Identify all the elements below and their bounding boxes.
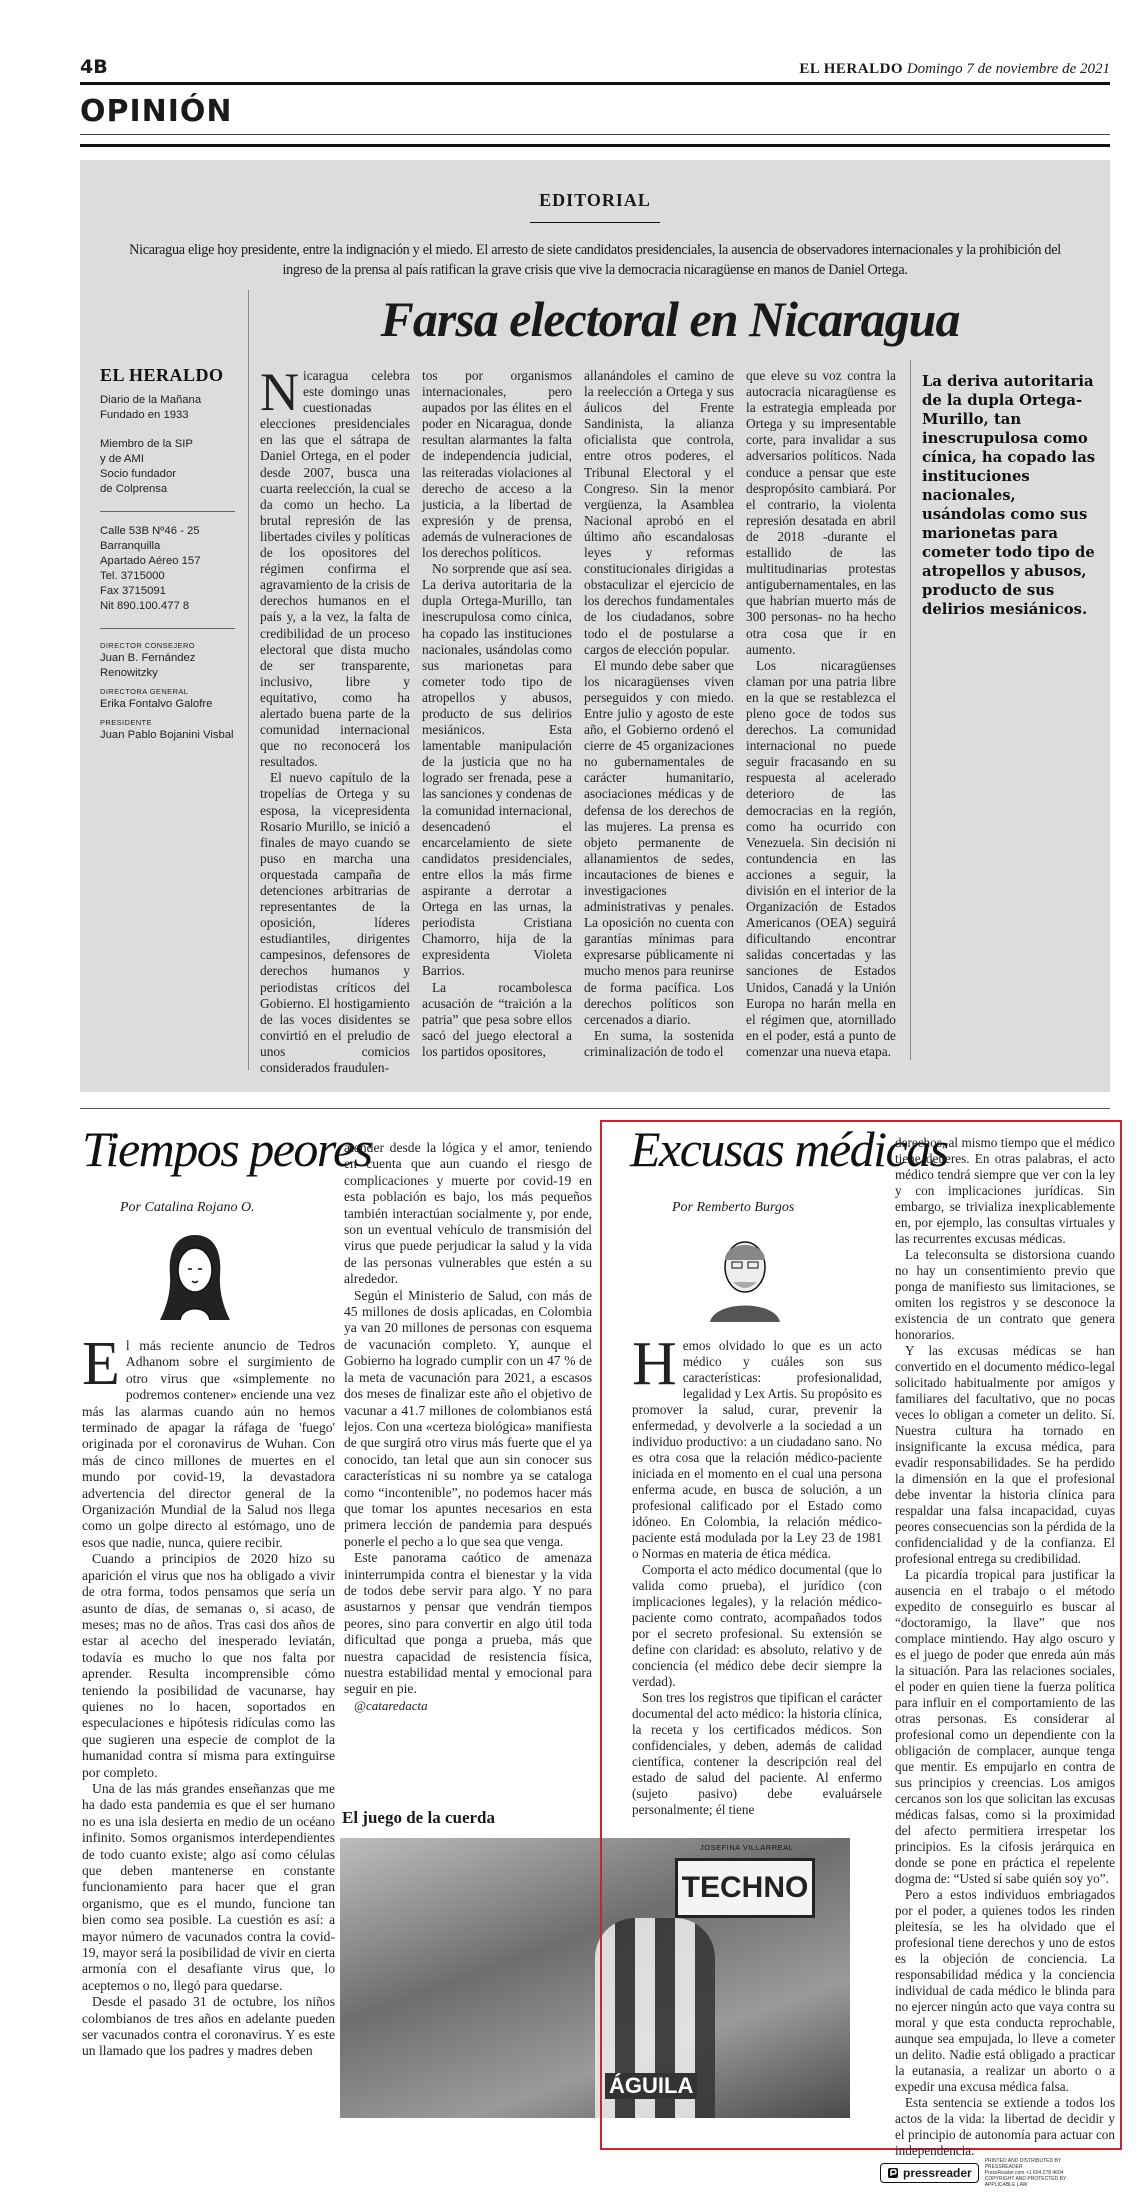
pullquote-divider bbox=[910, 360, 911, 1060]
paragraph: que eleve su voz contra la autocracia nicaragüense es la estrategia empleada por Ortega y su impresentable corte, para invalidar a sus adversarios políticos. Nada conduce a pensar que este despropósito cambiará. Por el contrario, la violenta represión desatada en abril de 2018 -durante el estallido de las multitudinarias protestas antigubernamentales, en las que habrían muerto más de 300 personas- no ha hecho otra cosa que ir en aumento. bbox=[746, 368, 896, 657]
paragraph: Son tres los registros que tipifican el carácter documental del acto médico: la historia clínica, la receta y los certificados médicos. Son confidenciales, y deben, además de calidad científica, contener la descripción real del estado de salud del paciente. Al enfermo (sujeto pasivo) debe evaluársele personalmente; él tiene bbox=[632, 1690, 882, 1817]
right-article-title: Excusas médicas bbox=[630, 1121, 948, 1177]
paragraph: Los nicaragüenses claman por una patria libre en la que se restablezca el pleno goce de todos sus derechos. La comunidad internacional no puede seguir fracasando en su respuesta al acelerado deterioro de las democracias en la región, como ha ocurrido con Venezuela. Sin decisión ni contundencia en las acciones a seguir, la división en el interior de la Organización de Estados Americanos (OEA) seguirá dificultando encontrar salidas concertadas y las sanciones de Estados Unidos, Canadá y la Unión Europa no harán mella en el régimen que, atornillado en el poder, está a punto de comenzar una nueva etapa. bbox=[746, 657, 896, 1059]
paragraph: allanándoles el camino de la reelección a Ortega y sus áulicos del Frente Sandinista, la alianza oficialista que controla, entre otros poderes, el Tribunal Electoral y el Congreso. Sin la menor vergüenza, la Asamblea Nacional aprobó en el último año escandalosas leyes y reformas constitucionales dirigidas a obstaculizar el ejercicio de los derechos fundamentales de los ciudadanos, sobre todo el de postularse a cargos de elección popular. bbox=[584, 368, 734, 657]
legal-line: COPYRIGHT AND PROTECTED BY APPLICABLE LAW bbox=[984, 2176, 1067, 2188]
page-number: 4B bbox=[80, 56, 108, 78]
photo-sign: TECHNO bbox=[675, 1858, 815, 1918]
staff-name: Juan B. Fernández Renowitzky bbox=[100, 652, 196, 679]
drop-cap: N bbox=[260, 362, 299, 422]
paragraph: La rocambolesca acusación de “traición a la patria” que pesa sobre ellos sacó del juego electoral a los partidos opositores, bbox=[422, 979, 572, 1059]
paper-date bbox=[799, 61, 1110, 78]
section-title: OPINIÓN bbox=[80, 94, 233, 129]
editorial-label-rule bbox=[530, 222, 660, 223]
paragraph: l más reciente anuncio de Tedros Adhanom sobre el surgimiento de otro virus que «simplemente no podremos contener» enciende una vez más las alarmas cuando aún no hemos terminado de apagar la ráfaga de 'fuego' originada por el coronavirus de Wuhan. Con más de cinco millones de muertes en el mundo por covid-19, la devastadora advertencia del director general de la Organización Mundial de la Salud nos llega como un golpe directo al estómago, uno de esos que nadie, nunca, quiere recibir. bbox=[82, 1338, 335, 1550]
issue-date: Domingo 7 de noviembre de 2021 bbox=[906, 61, 1110, 77]
paragraph: atender desde la lógica y el amor, teniendo en cuenta que aun cuando el riesgo de complicaciones y muerte por covid-19 en esta población es bajo, los más pequeños también interactúan socialmente y, por ende, son un eventual vehículo de transmisión del virus que puede perjudicar la salud y la vida de las personas vulnerables que estén a su alrededor. bbox=[344, 1140, 592, 1287]
paragraph: Pero a estos individuos embriagados por el poder, a quienes todos les rinden pleitesía, se les ha olvidado que el profesional tiene derechos y uno de estos es la objeción de conciencia. La responsabilidad médica y la conciencia individual de cada médico le blinda para no ejercer ningún acto que vaya contra su moral y que esta conducta reprochable, aunque sea empujada, lo lleve a cometer un delito. Nadie está obligado a practicar la eutanasia, a realizar un aborto o a expedir una excusa médica falsa. bbox=[895, 1887, 1115, 2094]
staff-role: DIRECTORA GENERAL bbox=[100, 687, 189, 696]
editorial-column-2 bbox=[422, 368, 572, 1060]
masthead-line: Miembro de la SIP bbox=[100, 438, 193, 450]
masthead-line: y de AMI bbox=[100, 453, 144, 465]
left-article-title: Tiempos peores bbox=[82, 1121, 372, 1177]
staff-role: PRESIDENTE bbox=[100, 718, 152, 727]
editorial-column-4 bbox=[746, 368, 896, 1060]
left-article-byline: Por Catalina Rojano O. bbox=[120, 1200, 255, 1215]
editorial-column-1 bbox=[260, 362, 410, 1076]
address-line: Barranquilla bbox=[100, 540, 161, 552]
paragraph: El mundo debe saber que los nicaragüenses viven perseguidos y con miedo. Entre julio y agosto de este año, el Gobierno ordenó el cierre de 45 organizaciones no gubernamentales de carácter humanitario, asociaciones médicas y de defensa de los derechos de las mujeres. La prensa es objeto permanente de allanamientos de sedes, incautaciones de bienes e investigaciones administrativas y penales. La oposición no cuenta con garantías mínimas para expresarse públicamente ni mucho menos para reunirse de forma pacífica. Los derechos políticos son cercenados a diario. bbox=[584, 657, 734, 1027]
photo-title: El juego de la cuerda bbox=[342, 1808, 495, 1827]
legal-line: PRINTED AND DISTRIBUTED BY PRESSREADER bbox=[984, 2158, 1062, 2170]
masthead-line: Socio fundador bbox=[100, 468, 176, 480]
pressreader-icon bbox=[887, 2167, 899, 2179]
editorial-column-3 bbox=[584, 368, 734, 1060]
right-article-column-2 bbox=[895, 1135, 1115, 2159]
masthead-divider bbox=[248, 290, 249, 1070]
header-rule bbox=[80, 82, 1110, 85]
editorial-columns bbox=[260, 362, 900, 1076]
paragraph: No sorprende que así sea. La deriva autoritaria de la dupla Ortega-Murillo, tan inescrupulosa como cínica, ha copado las instituciones nacionales, usándolas como sus marionetas para cometer todo tipo de atropellos y abusos, producto de sus delirios mesiánicos. Esta lamentable manipulación de la justicia que no ha logrado ser frenada, pese a las sanciones y condenas de la comunidad internacional, desencadenó el encarcelamiento de siete candidatos presidenciales, entre ellos la más firme aspirante a derrotar a Ortega en las urnas, la periodista Cristiana Chamorro, hija de la expresidenta Violeta Barrios. bbox=[422, 561, 572, 979]
paragraph: emos olvidado lo que es un acto médico y cuáles son sus características: profesionalidad, legalidad y Lex Artis. Su propósito es promover la salud, curar, prevenir la enfermedad, y devolverle a la sociedad a un individuo productivo: a un ciudadano sano. No es otra cosa que la relación médico-paciente iniciada en el momento en el cual una persona enferma acude, en busca de solución, a un profesional calificado por el Estado como idóneo. En Colombia, la relación médico-paciente está modulada por la Ley 23 de 1981 o Normas en materia de ética médica. bbox=[632, 1338, 882, 1561]
paper-name: EL HERALDO bbox=[799, 61, 904, 77]
paragraph: Comporta el acto médico documental (que lo valida como prueba), el jurídico (con implicaciones legales), y la relación médico-paciente como contrato, acompañados todos por el secreto profesional. Su extensión se define con claridad: es absoluto, relativo y de conciencia (el médico debe decir siempre la verdad). bbox=[632, 1562, 882, 1689]
editorial-lead: Nicaragua elige hoy presidente, entre la indignación y el miedo. El arresto de siete candidatos presidenciales, la ausencia de observadores internacionales y la prohibición del ingreso de la prensa al país ratifican la grave crisis que vive la democracia nicaragüense en manos de Daniel Ortega. bbox=[129, 242, 1061, 278]
page-header bbox=[80, 50, 1110, 78]
paragraph: Según el Ministerio de Salud, con más de 45 millones de dosis aplicadas, en Colombia ya van 20 millones de personas con esquema de vacunación completo. Y, aunque el Gobierno ha logrado cumplir con un 47 % de la meta de vacunación para 2021, a escasos dos meses de finalizar este año el objetivo de vacunar a 41.7 millones de colombianos está lejos. Con una «certeza biológica» manifiesta de que surgirá otro virus más fuerte que el ya conocido, tan letal que aun sin conocer sus características ni su nombre ya se cataloga como “incontenible”, no podemos hacer más que tomar los apuntes necesarios en esta primera lección de pandemia para después ponerle el pecho a lo que sea que venga. bbox=[344, 1287, 592, 1549]
right-article-column-1 bbox=[632, 1330, 882, 1818]
paragraph: tos por organismos internacionales, pero aupados por las élites en el poder en Nicaragua, donde resultan alarmantes la falta de independencia judicial, las reiteradas violaciones al derecho de acceso a la justicia, a la libertad de expresión y de prensa, además de vulneraciones de los derechos políticos. bbox=[422, 368, 572, 561]
masthead-line: Diario de la Mañana bbox=[100, 394, 202, 406]
paragraph: Este panorama caótico de amenaza ininterrumpida contra el bienestar y la vida de todos debe servir para algo. Y no para asustarnos y pensar que vendrán tiempos peores, sino para convertir en algo útil toda dificultad que ponga a prueba, más que nuestra capacidad de resistencia física, nuestra estabilidad mental y emocional para seguir en pie. bbox=[344, 1550, 592, 1697]
photo-shirt-text: ÁGUILA bbox=[605, 2073, 697, 2099]
masthead-line: Fundado en 1933 bbox=[100, 409, 189, 421]
section-rule-thick bbox=[80, 144, 1110, 147]
paragraph: La teleconsulta se distorsiona cuando no hay un consentimiento previo que ponga de manifiesto sus limitaciones, se omiten los registros y se desconoce la existencia de un contrato que genera honorarios. bbox=[895, 1247, 1115, 1342]
paragraph: Y las excusas médicas se han convertido en el documento médico-legal solicitado habitualmente por amigos y familiares del facultativo, que no pocas veces lo obligan a cometer un delito. Sí. Nuestra cultura ha tornado en insignificante la excusa médica, para evadir responsabilidades. Se ha perdido la dimensión en la que el profesional debe inventar la historia clínica para respaldar una falsa incapacidad, cuyas peores consecuencias son la pérdida de la confidencialidad y de la confianza. El profesional entrega su credibilidad. bbox=[895, 1343, 1115, 1566]
staff-name: Erika Fontalvo Galofre bbox=[100, 698, 213, 710]
author-portrait-icon bbox=[150, 1225, 240, 1330]
photo-credit: JOSEFINA VILLARREAL bbox=[700, 1843, 794, 1852]
pressreader-logo[interactable] bbox=[880, 2163, 979, 2183]
pressreader-brand: pressreader bbox=[903, 2166, 972, 2180]
drop-cap: H bbox=[632, 1330, 677, 1398]
address-line: Tel. 3715000 bbox=[100, 570, 165, 582]
articles-top-rule bbox=[80, 1108, 1110, 1109]
right-article-byline: Por Remberto Burgos bbox=[672, 1200, 795, 1215]
left-article-column-1 bbox=[82, 1330, 335, 2060]
paragraph: derechos, al mismo tiempo que el médico tiene deberes. En otras palabras, el acto médico tendrá siempre que ver con la ley y con implicaciones jurídicas. Sin embargo, se trivializa inexplicablemente en, por ejemplo, las consultas virtuales y las recurrentes excusas médicas. bbox=[895, 1135, 1115, 1246]
author-handle: @cataredacta bbox=[354, 1697, 428, 1713]
author-portrait-icon bbox=[700, 1222, 790, 1327]
editorial-box bbox=[80, 160, 1110, 1092]
address-line: Nit 890.100.477 8 bbox=[100, 600, 190, 612]
staff-role: DIRECTOR CONSEJERO bbox=[100, 641, 195, 650]
masthead-logo: EL HERALDO bbox=[100, 365, 224, 385]
pressreader-footer[interactable] bbox=[880, 2160, 1110, 2186]
masthead bbox=[100, 365, 235, 743]
paragraph: El nuevo capítulo de la tropelías de Ortega y su esposa, la vicepresidenta Rosario Murillo, se inició a finales de mayo cuando se puso en marcha una orquestada campaña de detenciones arbitrarias de representantes de la oposición, líderes estudiantiles, dirigentes campesinos, defensores de derechos humanos y periodistas críticos del Gobierno. El hostigamiento de las voces disidentes se convirtió en el preludio de unos comicios considerados fraudulen- bbox=[260, 770, 410, 1076]
staff-name: Juan Pablo Bojanini Visbal bbox=[100, 729, 234, 741]
address-line: Fax 3715091 bbox=[100, 585, 166, 597]
masthead-line: de Colprensa bbox=[100, 483, 168, 495]
left-article-column-2 bbox=[344, 1140, 592, 1714]
pressreader-legal bbox=[985, 2158, 1095, 2188]
address-line: Calle 53B Nº46 - 25 bbox=[100, 525, 200, 537]
paragraph: En suma, la sostenida criminalización de todo el bbox=[584, 1027, 734, 1059]
address-line: Apartado Aéreo 157 bbox=[100, 555, 201, 567]
pull-quote: La deriva autoritaria de la dupla Ortega-Murillo, tan inescrupulosa como cínica, ha copado las instituciones nacionales, usándolas como sus marionetas para cometer todo tipo de atropellos y abusos, producto de sus delirios mesiánicos. bbox=[922, 373, 1096, 618]
paragraph: La picardía tropical para justificar la ausencia en el trabajo o el método expedito de conseguirlo es buscar al “doctoramigo, la llave” que nos complace mintiendo. Hay algo oscuro y es el juego de poder que enreda aún más la situación. Para las relaciones sociales, el poder en quien tiene la fuerza política para influir en el comportamiento de las otras personas. Es considerar al profesional como un dependiente con la obligación de complacer, aunque tenga que mentir. Es empujarlo en contra de sus principios y creencias. Los amigos cercanos son los que solicitan las excusas médicas falsas, como si la proximidad del afecto permitiera irrespetar los principios. Es la cifosis jerárquica en donde se pone en práctica el repelente dogma de: “Usted sí sabe quién soy yo”. bbox=[895, 1567, 1115, 1886]
paragraph: icaragua celebra este domingo unas cuestionadas elecciones presidenciales en las que el sátrapa de Daniel Ortega, en el poder desde 2007, busca una cuarta reelección, la cual se da como un hecho. La brutal represión de las libertades civiles y políticas de los opositores del régimen confirma el agravamiento de la crisis de derechos humanos en el país y, a la vez, la falta de credibilidad de un proceso electoral que dista mucho de ser transparente, inclusivo, libre y equitativo, como ha alertado buena parte de la comunidad internacional que no reconocerá los resultados. bbox=[260, 368, 410, 770]
paragraph: Desde el pasado 31 de octubre, los niños colombianos de tres años en adelante pueden ser vacunados contra el coronavirus. Y es este un llamado que los padres y madres deben bbox=[82, 1994, 335, 2059]
legal-line: PressReader.com +1 604 278 4604 bbox=[984, 2170, 1064, 2176]
paragraph: Esta sentencia se extiende a todos los actos de la vida: la libertad de decidir y el principio de autonomía para actuar con independencia. bbox=[895, 2095, 1115, 2158]
drop-cap: E bbox=[82, 1330, 120, 1398]
editorial-title: Farsa electoral en Nicaragua bbox=[380, 291, 960, 347]
editorial-label: EDITORIAL bbox=[539, 190, 651, 210]
section-rule-thin bbox=[80, 134, 1110, 135]
paragraph: Una de las más grandes enseñanzas que me ha dado esta pandemia es que el ser humano no es una isla desierta en medio de un océano infinito. Somos organismos interdependientes de todo cuanto existe; algo así como células que deben mantenerse en constante funcionamiento para hacer que el gran organismo, que es el mundo, funcione tan bien como sea posible. La cuestión es así: a mayor número de vacunados contra la covid-19, mayor será la posibilidad de vivir en cierta armonía con el desafiante virus que, lo aceptemos o no, llegó para quedarse. bbox=[82, 1780, 335, 1993]
paragraph: Cuando a principios de 2020 hizo su aparición el virus que nos ha obligado a vivir de otra forma, todos pensamos que sería un asunto de días, de semanas o, si acaso, de meses; mas no de años. Tras casi dos años de estar al acecho del inesperado leviatán, todavía es mucho lo que nos falta por aprender. Resulta incomprensible cómo teniendo la posibilidad de vacunarse, hay quienes no lo hacen, soportados en especulaciones e hipótesis ridículas como las que sugieren una especie de complot de la humanidad contra sí misma para extinguirse por completo. bbox=[82, 1551, 335, 1780]
